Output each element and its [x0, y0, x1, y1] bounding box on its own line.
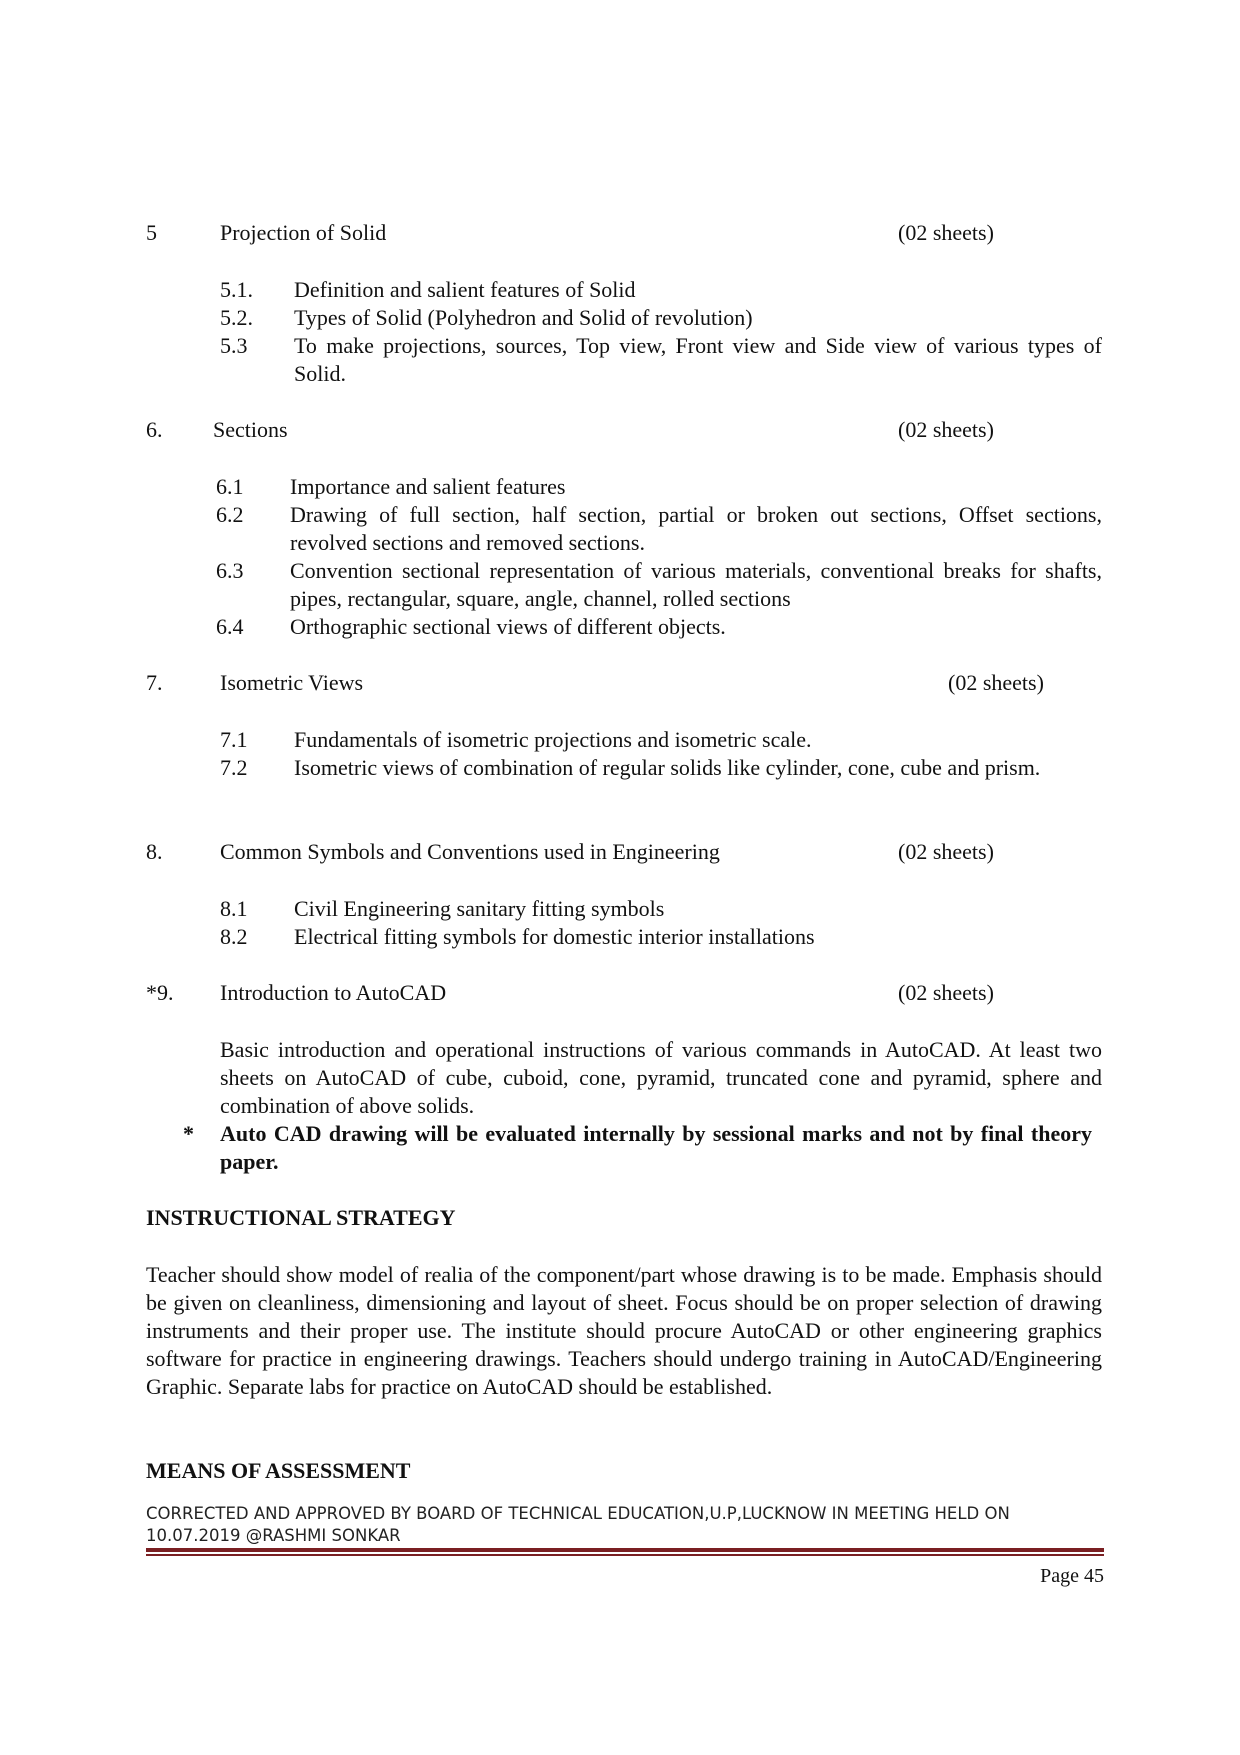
item-6-4-text: Orthographic sectional views of different objects. — [290, 614, 726, 639]
section-7-title: Isometric Views — [220, 670, 364, 695]
item-5-2-number: 5.2. — [220, 305, 253, 330]
item-7-2-number: 7.2 — [220, 755, 248, 780]
item-6-3-text: Convention sectional representation of various materials, conventional breaks for shafts, pipes, rectangular, square, angle, channel, rolled sections — [290, 558, 1102, 611]
item-6-2-number: 6.2 — [216, 502, 244, 527]
page-number: Page 45 — [1040, 1565, 1104, 1587]
item-5-1-text: Definition and salient features of Solid — [294, 277, 636, 302]
note-asterisk: * — [183, 1121, 194, 1146]
section-8-title: Common Symbols and Conventions used in Engineering — [220, 839, 720, 864]
section-8-number: 8. — [146, 839, 163, 864]
item-5-3-text: To make projections, sources, Top view, Front view and Side view of various types of Solid. — [294, 333, 1102, 386]
item-7-1-number: 7.1 — [220, 727, 248, 752]
section-9-title: Introduction to AutoCAD — [220, 980, 447, 1005]
section-6-sheets: (02 sheets) — [898, 417, 994, 442]
section-7-number: 7. — [146, 670, 163, 695]
item-6-3-number: 6.3 — [216, 558, 244, 583]
item-6-1-number: 6.1 — [216, 474, 244, 499]
section-6-title: Sections — [213, 417, 288, 442]
instructional-strategy-text: Teacher should show model of realia of the component/part whose drawing is to be made. Emphasis should be given on cleanliness, dimensioning and layout of sheet. Focus should be on proper selection of drawing instruments and their proper use. The institute should procure AutoCAD or other engineering graphics software for practice in engineering drawings. Teachers should undergo training in AutoCAD/Engineering Graphic. Separate labs for practice on AutoCAD should be established. — [146, 1262, 1102, 1399]
section-6-number: 6. — [146, 417, 163, 442]
section-9-number: *9. — [146, 980, 174, 1005]
item-6-2-text: Drawing of full section, half section, partial or broken out sections, Offset sections, revolved sections and removed sections. — [290, 502, 1102, 555]
section-7-sheets: (02 sheets) — [948, 670, 1044, 695]
item-8-2-text: Electrical fitting symbols for domestic interior installations — [294, 924, 815, 949]
item-8-2-number: 8.2 — [220, 924, 248, 949]
section-8-sheets: (02 sheets) — [898, 839, 994, 864]
section-9-paragraph: Basic introduction and operational instructions of various commands in AutoCAD. At least two sheets on AutoCAD of cube, cuboid, cone, pyramid, truncated cone and pyramid, sphere and combination of above solids. — [220, 1037, 1102, 1118]
instructional-strategy-heading: INSTRUCTIONAL STRATEGY — [146, 1205, 456, 1230]
footer-rule-thick — [146, 1548, 1104, 1552]
autocad-note: Auto CAD drawing will be evaluated internally by sessional marks and not by final theory paper. — [220, 1121, 1092, 1174]
footer-approval-note: CORRECTED AND APPROVED BY BOARD OF TECHNICAL EDUCATION,U.P,LUCKNOW IN MEETING HELD ON 10.07.2019 @RASHMI SONKAR — [146, 1504, 1010, 1545]
item-8-1-text: Civil Engineering sanitary fitting symbols — [294, 896, 665, 921]
item-7-1-text: Fundamentals of isometric projections and isometric scale. — [294, 727, 812, 752]
section-5-number: 5 — [146, 220, 157, 245]
item-8-1-number: 8.1 — [220, 896, 248, 921]
means-of-assessment-heading: MEANS OF ASSESSMENT — [146, 1458, 411, 1483]
item-6-4-number: 6.4 — [216, 614, 244, 639]
item-5-3-number: 5.3 — [220, 333, 248, 358]
item-7-2-text: Isometric views of combination of regular solids like cylinder, cone, cube and prism. — [294, 755, 1041, 780]
section-9-sheets: (02 sheets) — [898, 980, 994, 1005]
footer-rule-thin — [146, 1554, 1104, 1556]
item-6-1-text: Importance and salient features — [290, 474, 566, 499]
section-5-title: Projection of Solid — [220, 220, 387, 245]
item-5-2-text: Types of Solid (Polyhedron and Solid of revolution) — [294, 305, 753, 330]
section-5-sheets: (02 sheets) — [898, 220, 994, 245]
item-5-1-number: 5.1. — [220, 277, 253, 302]
